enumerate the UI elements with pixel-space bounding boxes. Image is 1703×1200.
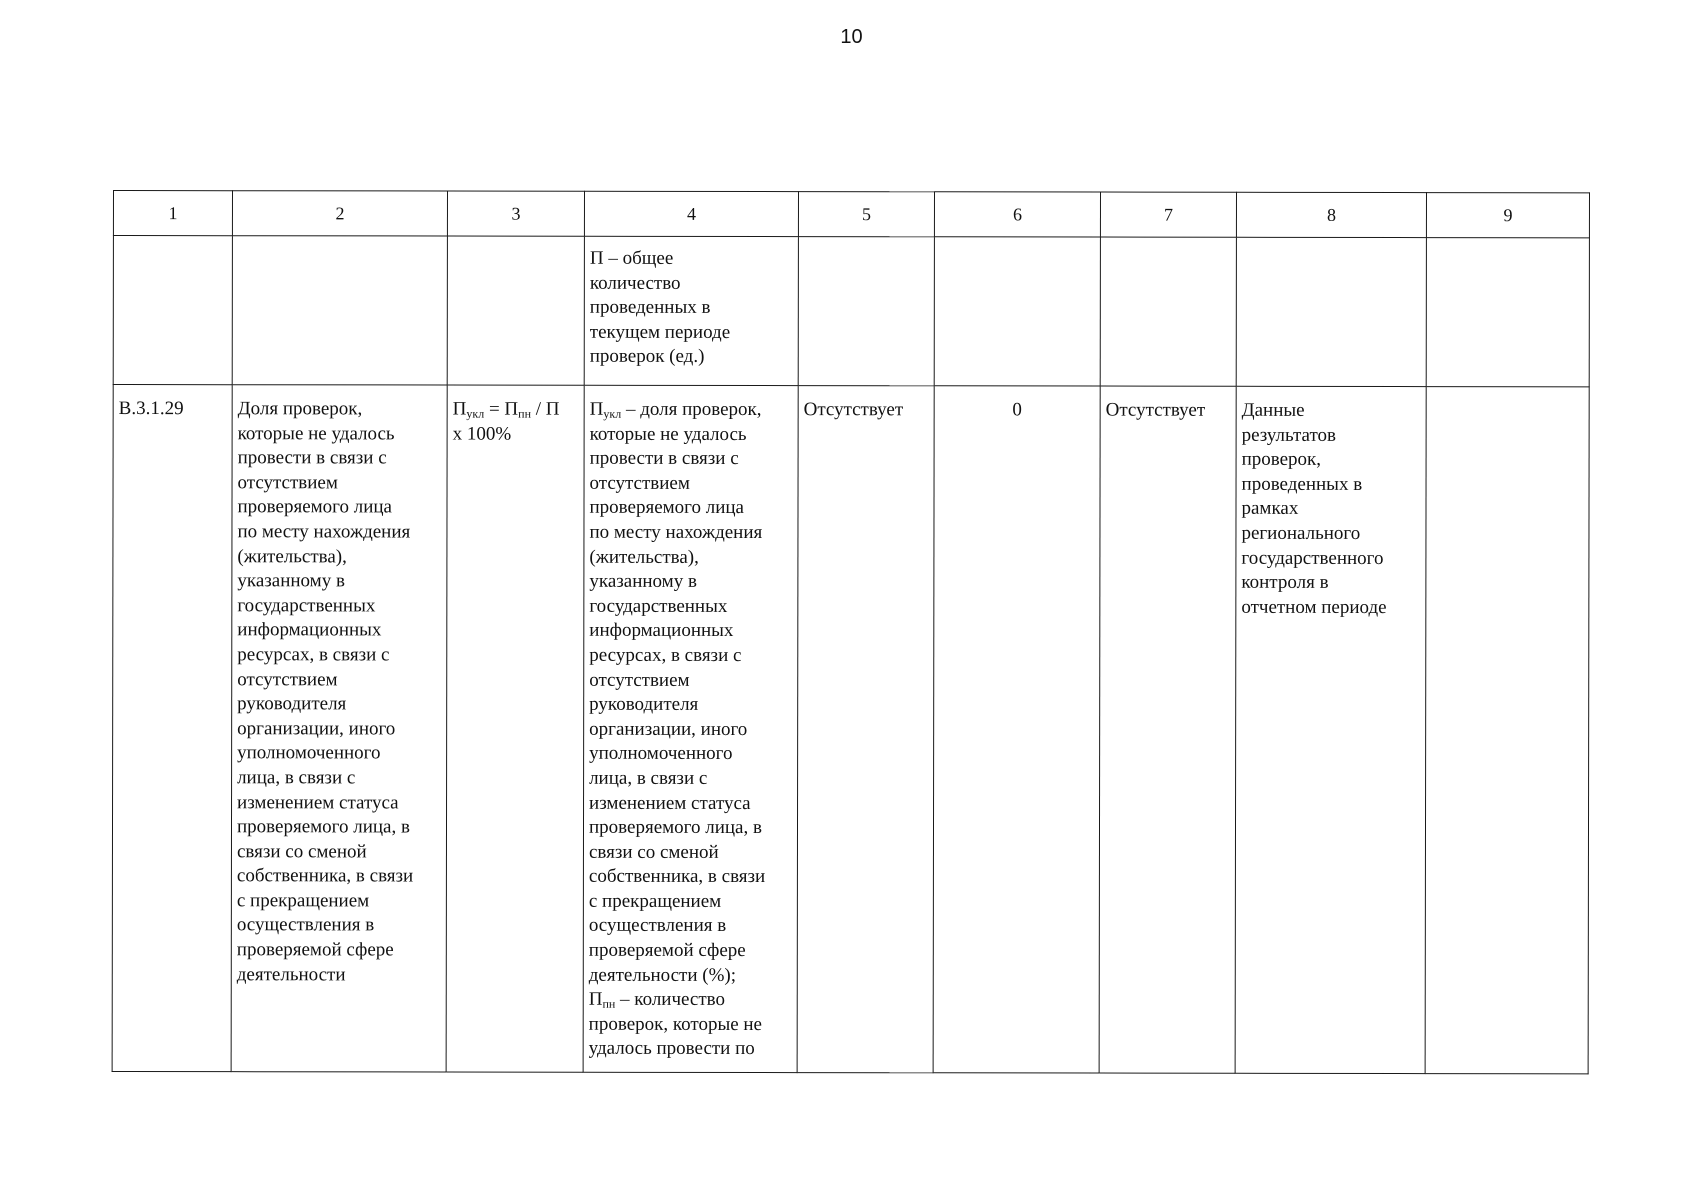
formula-sub-ukl: укл	[466, 406, 485, 421]
indicator-col7: Отсутствует	[1099, 386, 1236, 1073]
formula-symbol-2: П	[504, 398, 519, 420]
indicator-name: Доля проверок, которые не удалось провести в связи с отсутствием проверяемого лица по месту нахождения (жительства), указанному в государственных информационных ресурсах, в связи с отсутствием руководителя организации, иного уполномоченного лица, в связи с изменением статуса проверяемого лица, в связи со сменой собственника, в связи с прекращением осуществления в проверяемой сфере деятельности	[231, 385, 447, 1072]
desc-symbol-1: П	[589, 398, 604, 420]
header-cell-4: 4	[584, 191, 798, 236]
desc-symbol-2: П	[588, 988, 603, 1011]
cont-cell-6	[934, 237, 1100, 386]
cont-cell-2	[232, 236, 447, 385]
header-cell-6: 6	[934, 192, 1100, 237]
header-cell-5: 5	[798, 192, 934, 237]
cont-cell-5	[798, 237, 934, 386]
header-cell-2: 2	[232, 191, 447, 236]
header-cell-3: 3	[447, 191, 584, 236]
indicator-code: В.3.1.29	[112, 385, 232, 1072]
cont-cell-7	[1100, 237, 1236, 386]
cont-cell-3	[447, 236, 584, 385]
indicator-source: Данные результатов проверок, проведенных в рамках регионального государственного контроля в отчетном периоде	[1235, 386, 1426, 1073]
page-number: 10	[840, 26, 863, 48]
desc-part1: – доля проверок, которые не удалось провести в связи с отсутствием проверяемого лица по месту нахождения (жительства), указанному в государственных информационных ресурсах, в связи с отсутствием руководителя организации, иного уполномоченного лица, в связи с изменением статуса проверяемого лица, в связи со сменой собственника, в связи с прекращением осуществления в проверяемой сфере деятельности (%);	[588, 398, 766, 986]
indicator-col9	[1425, 387, 1589, 1074]
indicator-col5: Отсутствует	[797, 386, 934, 1073]
continuation-row	[113, 236, 1589, 387]
indicator-row	[112, 385, 1589, 1074]
formula-symbol: П	[452, 398, 467, 420]
formula-line2: x 100%	[452, 423, 512, 445]
cont-cell-9	[1426, 238, 1589, 387]
header-cell-8: 8	[1236, 192, 1426, 237]
header-cell-9: 9	[1426, 193, 1589, 238]
indicator-col6: 0	[933, 386, 1100, 1073]
desc-part2: – количество проверок, которые не удалось провести по	[588, 989, 763, 1060]
cont-cell-4: П – общее количество проведенных в текущем периоде проверок (ед.)	[584, 236, 798, 385]
header-cell-7: 7	[1100, 192, 1236, 237]
formula-sub-pn: пн	[518, 406, 532, 421]
header-cell-1: 1	[113, 191, 232, 236]
cont-cell-1	[113, 236, 232, 385]
desc-sub-ukl: укл	[603, 406, 622, 421]
desc-sub-pn: пн	[602, 997, 616, 1012]
formula-eq: =	[484, 398, 505, 420]
indicator-description	[583, 385, 798, 1072]
indicator-table	[112, 190, 1590, 1074]
header-row	[113, 191, 1589, 238]
formula-div: / П	[530, 398, 560, 420]
indicator-formula	[446, 385, 584, 1072]
cont-cell-8	[1236, 237, 1426, 386]
